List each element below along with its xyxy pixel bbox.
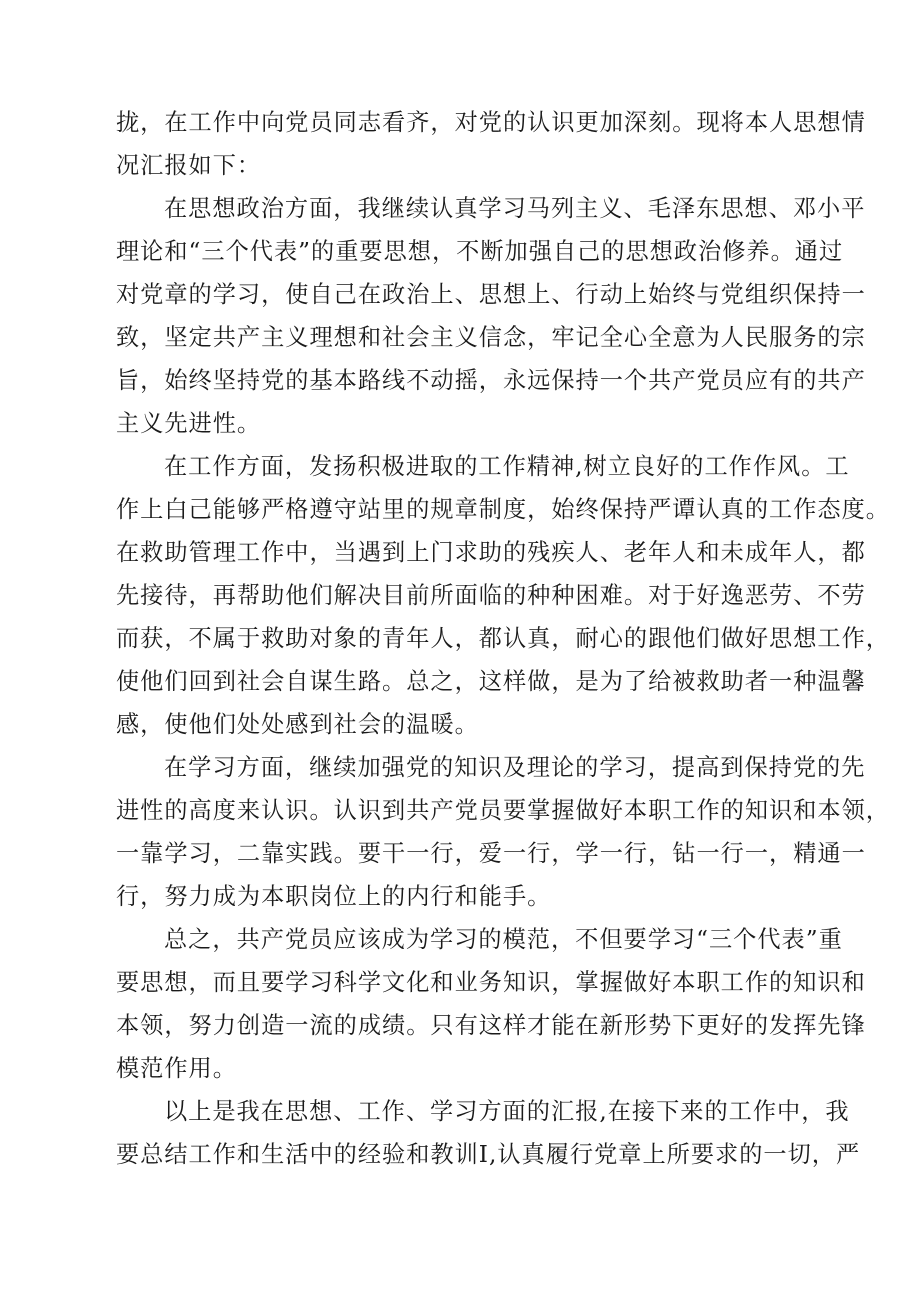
text-line: 对党章的学习，使自己在政治上、思想上、行动上始终与党组织保持一 [116,281,866,308]
paragraph-summary [116,918,866,1090]
text-line: 要总结工作和生活中的经验和教训I,认真履行党章上所要求的一切，严 [116,1141,861,1168]
text-line: 在救助管理工作中，当遇到上门求助的残疾人、老年人和未成年人，都 [116,539,866,566]
text-line: 模范作用。 [116,1055,237,1082]
text-line: 作上白己能够严格遵守站里的规章制度，始终保持严谭认真的工作态度。 [116,496,890,523]
paragraph-political-thought [116,187,866,445]
paragraph-intro [116,101,866,187]
text-line: 先接待，再帮助他们解决目前所面临的种种困难。对于好逸恶劳、不劳 [116,582,866,609]
text-line: 主义先进性。 [116,410,262,437]
text-line: 旨，始终坚持党的基本路线不动摇，永远保持一个共产党员应有的共产 [116,367,866,394]
text-line: 要思想，而且要学习科学文化和业务知识，掌握做好本职工作的知识和 [116,969,866,996]
text-line: 本领，努力创造一流的成绩。只有这样才能在新形势下更好的发挥先锋 [116,1012,866,1039]
document-body [116,101,890,1176]
text-line: 行，努力成为本职岗位上的内行和能手。 [116,883,552,910]
paragraph-work [116,445,890,746]
text-line: 拢，在工作中向党员同志看齐，对党的认识更加深刻。现将本人思想情 [116,109,866,136]
paragraph-closing [116,1090,861,1176]
text-line: 而获，不属于救助对象的青年人，都认真，耐心的跟他们做好思想工作， [116,625,890,652]
text-line: 致，坚定共产主义理想和社会主义信念，牢记全心全意为人民服务的宗 [116,324,866,351]
text-line: 进性的高度来认识。认识到共产党员要掌握做好本职工作的知识和本领， [116,797,890,824]
text-line: 在学习方面，继续加强党的知识及理论的学习，提高到保持党的先 [164,754,866,781]
text-line: 使他们回到社会自谋生路。总之，这样做，是为了给被救助者一种温馨 [116,668,866,695]
text-line: 在工作方面，发扬积极进取的工作精神,树立良好的工作作风。工 [164,453,850,480]
text-line: 以上是我在思想、工作、学习方面的汇报,在接下来的工作中，我 [164,1098,850,1125]
text-line: 理论和“三个代表”的重要思想，不断加强自己的思想政治修养。通过 [116,238,844,265]
paragraph-study [116,746,890,918]
text-line: 总之，共产党员应该成为学习的模范，不但要学习“三个代表”重 [164,926,843,953]
text-line: 况汇报如下： [116,152,262,179]
text-line: 感，使他们处处感到社会的温暖。 [116,711,479,738]
text-line: 在思想政治方面，我继续认真学习马列主义、毛泽东思想、邓小平 [164,195,866,222]
text-line: 一靠学习，二靠实践。要干一行，爱一行，学一行，钻一行一，精通一 [116,840,866,867]
